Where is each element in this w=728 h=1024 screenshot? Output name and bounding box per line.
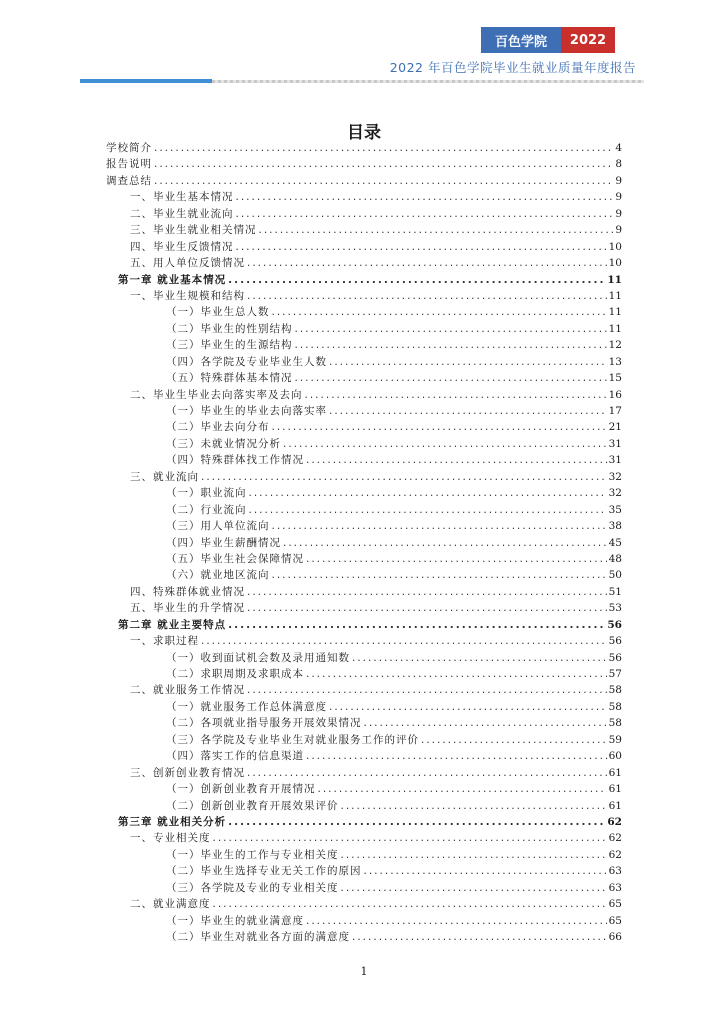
toc-entry-label: （三）毕业生的生源结构 [166,339,293,352]
toc-leader-dots [364,863,607,879]
toc-entry-page: 12 [608,339,622,352]
toc-entry-page: 32 [608,470,622,483]
toc-entry-label: （一）毕业生的工作与专业相关度 [166,848,339,861]
toc-entry[interactable] [106,732,622,748]
table-of-contents [106,140,622,945]
toc-entry-page: 31 [608,454,622,467]
toc-entry-page: 63 [608,881,622,894]
toc-entry-label: （二）创新创业教育开展效果评价 [166,799,339,812]
toc-entry-label: （五）毕业生社会保障情况 [166,552,304,565]
toc-entry-label: （五）特殊群体基本情况 [166,372,293,385]
toc-entry[interactable] [106,189,622,205]
toc-entry[interactable] [106,272,622,288]
toc-leader-dots [249,502,607,518]
toc-leader-dots [329,403,607,419]
toc-leader-dots [318,781,607,797]
toc-leader-dots [364,715,607,731]
toc-leader-dots [236,189,614,205]
toc-entry-page: 4 [615,142,622,154]
toc-entry-page: 56 [608,651,622,664]
toc-leader-dots [295,370,607,386]
toc-entry-page: 10 [608,240,622,253]
toc-leader-dots [295,321,607,337]
toc-leader-dots [249,485,607,501]
toc-entry-page: 62 [608,848,622,861]
toc-entry-label: 第二章 就业主要特点 [118,618,227,631]
toc-entry-label: （二）行业流向 [166,503,247,516]
toc-leader-dots [247,682,607,698]
toc-leader-dots [154,173,613,189]
toc-entry[interactable] [106,929,622,945]
toc-entry-label: （二）求职周期及求职成本 [166,668,304,680]
toc-entry-page: 58 [608,684,622,697]
toc-entry-page: 15 [608,372,622,385]
toc-entry-label: 第三章 就业相关分析 [118,815,227,828]
toc-entry-page: 35 [608,503,622,516]
toc-leader-dots [306,666,607,682]
toc-leader-dots [272,419,607,435]
toc-entry-label: 调查总结 [106,174,152,187]
toc-entry-page: 11 [607,273,622,286]
toc-entry-page: 9 [615,207,622,220]
toc-leader-dots [295,337,607,353]
toc-entry-label: （四）毕业生薪酬情况 [166,536,281,549]
toc-entry-label: （一）毕业生的就业满意度 [166,914,304,927]
toc-entry-page: 13 [608,355,622,368]
toc-entry-page: 9 [615,224,622,237]
toc-entry-label: 三、创新创业教育情况 [130,766,245,779]
toc-entry[interactable] [106,502,622,518]
toc-entry-page: 17 [608,405,622,417]
page-number: 1 [360,965,368,978]
toc-entry[interactable] [106,535,622,551]
toc-entry-label: 二、毕业生毕业去向落实率及去向 [130,388,303,401]
toc-title: 目录 [347,123,381,143]
toc-entry[interactable] [106,452,622,468]
toc-leader-dots [247,600,607,616]
toc-entry-label: 一、毕业生基本情况 [130,191,234,204]
toc-entry-label: 三、就业流向 [130,470,199,483]
toc-entry[interactable] [106,156,622,172]
toc-entry[interactable] [106,633,622,649]
toc-entry-page: 38 [608,520,622,533]
toc-entry-label: （三）各学院及专业毕业生对就业服务工作的评价 [166,733,419,746]
toc-entry-page: 66 [608,931,622,943]
toc-entry[interactable] [106,896,622,912]
toc-entry[interactable] [106,403,622,419]
toc-entry[interactable] [106,830,622,846]
toc-entry[interactable] [106,617,622,633]
toc-leader-dots [306,748,607,764]
toc-entry[interactable] [106,650,622,666]
toc-leader-dots [247,288,607,304]
toc-entry-page: 48 [608,552,622,565]
toc-entry-page: 45 [608,536,622,549]
toc-entry[interactable] [106,682,622,698]
toc-entry[interactable] [106,913,622,929]
toc-entry[interactable] [106,600,622,616]
toc-entry[interactable] [106,239,622,255]
toc-entry[interactable] [106,469,622,485]
toc-entry[interactable] [106,436,622,452]
toc-leader-dots [201,469,607,485]
toc-leader-dots [259,222,614,238]
toc-leader-dots [236,239,607,255]
toc-entry-page: 31 [608,437,622,450]
toc-entry-label: 四、特殊群体就业情况 [130,585,245,598]
toc-leader-dots [283,436,607,452]
toc-leader-dots [421,732,607,748]
toc-entry-label: 报告说明 [106,158,152,171]
toc-entry[interactable] [106,666,622,682]
toc-entry-label: （二）毕业生的性别结构 [166,322,293,335]
toc-entry-label: （一）职业流向 [166,487,247,500]
toc-entry-label: （三）各学院及专业的专业相关度 [166,881,339,894]
toc-entry-label: （四）各学院及专业毕业生人数 [166,355,327,368]
header-year-badge: 2022 [561,27,615,53]
toc-entry[interactable] [106,863,622,879]
toc-leader-dots [352,650,607,666]
header-accent-bar [80,79,212,83]
toc-entry-page: 58 [608,700,622,713]
toc-leader-dots [228,814,605,830]
toc-entry-label: （一）就业服务工作总体满意度 [166,700,327,713]
toc-entry-label: 五、毕业生的升学情况 [130,602,245,615]
toc-entry[interactable] [106,173,622,189]
toc-entry[interactable] [106,765,622,781]
toc-entry-label: （二）毕业生对就业各方面的满意度 [166,931,350,943]
toc-entry[interactable] [106,847,622,863]
toc-entry[interactable] [106,485,622,501]
toc-leader-dots [247,584,607,600]
toc-leader-dots [272,518,607,534]
toc-entry-page: 9 [615,174,622,187]
toc-entry[interactable] [106,222,622,238]
toc-leader-dots [213,830,607,846]
toc-leader-dots [154,140,613,156]
toc-entry[interactable] [106,584,622,600]
toc-entry-label: 四、毕业生反馈情况 [130,240,234,253]
toc-entry-page: 11 [608,322,622,335]
toc-entry-label: 一、专业相关度 [130,832,211,845]
toc-entry[interactable] [106,699,622,715]
toc-entry-page: 61 [608,783,622,796]
toc-leader-dots [306,551,607,567]
toc-entry-page: 56 [607,618,622,631]
toc-leader-dots [247,765,607,781]
toc-entry-page: 32 [608,487,622,500]
toc-entry[interactable] [106,255,622,271]
header-divider [212,80,644,83]
toc-entry-label: （四）特殊群体找工作情况 [166,454,304,467]
toc-entry[interactable] [106,288,622,304]
toc-leader-dots [228,617,605,633]
toc-entry-label: 二、就业服务工作情况 [130,684,245,697]
toc-entry-page: 10 [608,257,622,270]
toc-entry-label: 学校简介 [106,142,152,154]
toc-entry-page: 50 [608,569,622,582]
toc-entry-page: 51 [608,585,622,598]
toc-entry-label: 一、毕业生规模和结构 [130,289,245,302]
toc-leader-dots [272,567,607,583]
toc-entry-page: 57 [608,668,622,680]
toc-entry-label: 二、毕业生就业流向 [130,207,234,220]
toc-entry-label: 一、求职过程 [130,635,199,648]
toc-leader-dots [213,896,607,912]
toc-leader-dots [228,272,605,288]
toc-entry-label: 第一章 就业基本情况 [118,273,227,286]
toc-leader-dots [236,206,614,222]
toc-leader-dots [305,387,607,403]
toc-leader-dots [283,535,607,551]
toc-entry[interactable] [106,304,622,320]
toc-entry[interactable] [106,715,622,731]
toc-entry[interactable] [106,370,622,386]
toc-entry[interactable] [106,387,622,403]
header-school-badge: 百色学院 [481,27,561,53]
toc-entry-page: 8 [615,158,622,171]
toc-entry-page: 11 [608,306,622,319]
toc-entry[interactable] [106,354,622,370]
toc-entry-page: 62 [607,815,622,828]
toc-leader-dots [306,452,607,468]
toc-entry[interactable] [106,337,622,353]
toc-entry-page: 58 [608,717,622,730]
toc-entry[interactable] [106,567,622,583]
toc-entry-label: （一）收到面试机会数及录用通知数 [166,651,350,664]
toc-leader-dots [352,929,607,945]
toc-leader-dots [201,633,607,649]
toc-leader-dots [341,847,607,863]
toc-entry-page: 21 [608,421,622,434]
toc-entry-page: 59 [608,733,622,746]
toc-entry-page: 16 [608,388,622,401]
toc-leader-dots [329,354,607,370]
toc-entry[interactable] [106,748,622,764]
toc-entry-label: （一）毕业生总人数 [166,306,270,319]
toc-entry-page: 63 [608,865,622,878]
toc-leader-dots [247,255,607,271]
toc-entry-label: （一）毕业生的毕业去向落实率 [166,405,327,417]
toc-leader-dots [341,880,607,896]
toc-entry[interactable] [106,206,622,222]
toc-entry[interactable] [106,814,622,830]
toc-leader-dots [329,699,607,715]
toc-entry-label: 二、就业满意度 [130,898,211,911]
toc-entry[interactable] [106,140,622,156]
toc-entry-label: 五、用人单位反馈情况 [130,257,245,270]
toc-entry-page: 61 [608,799,622,812]
toc-entry[interactable] [106,798,622,814]
toc-entry[interactable] [106,551,622,567]
toc-leader-dots [154,156,613,172]
toc-entry[interactable] [106,518,622,534]
toc-entry-page: 60 [608,750,622,763]
toc-entry-page: 11 [608,289,622,302]
toc-entry-label: （六）就业地区流向 [166,569,270,582]
toc-entry-page: 65 [608,914,622,927]
toc-entry-page: 65 [608,898,622,911]
toc-leader-dots [341,798,607,814]
toc-entry-label: （二）毕业生选择专业无关工作的原因 [166,865,362,878]
toc-entry-page: 61 [608,766,622,779]
toc-entry-page: 56 [608,635,622,648]
toc-entry-label: （二）各项就业指导服务开展效果情况 [166,717,362,730]
toc-entry[interactable] [106,781,622,797]
toc-leader-dots [306,913,607,929]
toc-entry-label: （四）落实工作的信息渠道 [166,750,304,763]
toc-entry-page: 9 [615,191,622,204]
toc-entry[interactable] [106,880,622,896]
toc-entry-label: （三）未就业情况分析 [166,437,281,450]
toc-entry-label: 三、毕业生就业相关情况 [130,224,257,237]
toc-entry-label: （一）创新创业教育开展情况 [166,783,316,796]
toc-entry-page: 62 [608,832,622,845]
toc-entry[interactable] [106,321,622,337]
toc-entry-page: 53 [608,602,622,615]
toc-entry-label: （三）用人单位流向 [166,520,270,533]
toc-leader-dots [272,304,607,320]
header-report-title: 2022 年百色学院毕业生就业质量年度报告 [389,60,636,75]
toc-entry-label: （二）毕业去向分布 [166,421,270,434]
toc-entry[interactable] [106,419,622,435]
